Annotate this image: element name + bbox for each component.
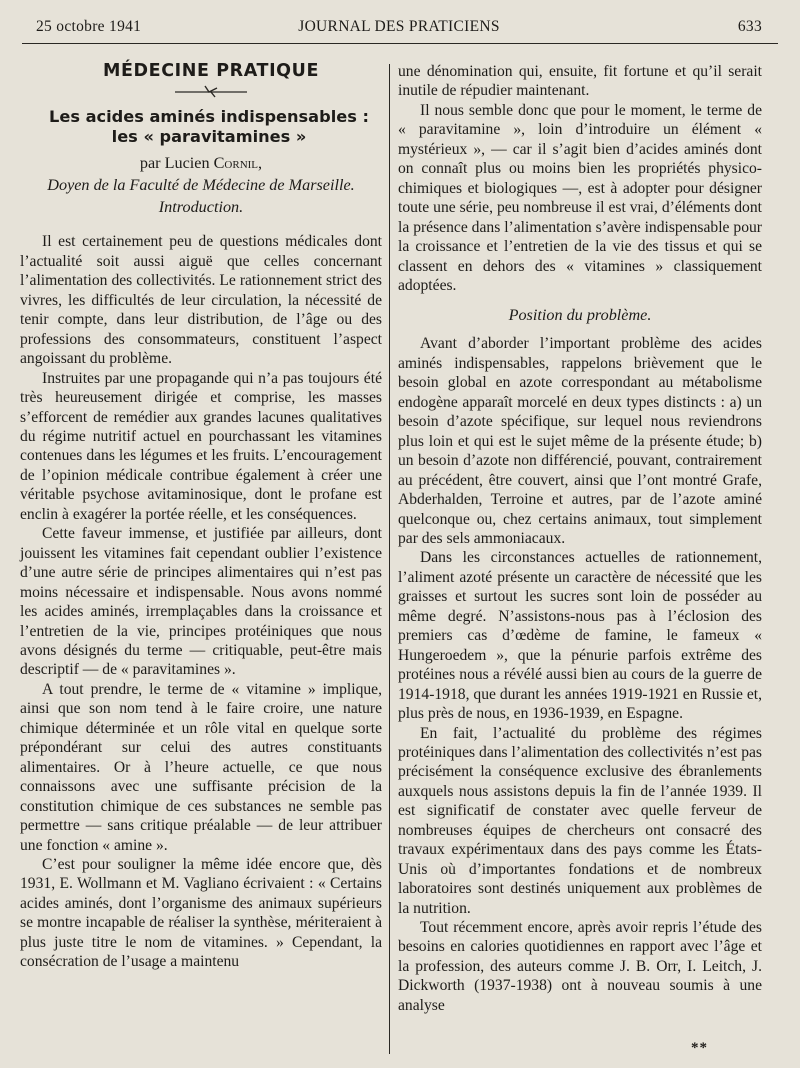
intro-heading: Introduction.: [158, 198, 244, 217]
paragraph: Cette faveur immense, et justifiée par ailleurs, dont jouissent les vitamines fait cependant oublier l’existence d’une autre série de principes alimentaires qui n’est pas moins nécessaire et indispensable. Nous avons nommé les acides aminés, irremplaçables dans la croissance et l’entretien de la vie, principes protéiniques que nous avons désignés du terme — critiquable, peut-être mais descriptif — de « paravitamines ».: [20, 525, 382, 679]
section-heading: Position du problème.: [508, 306, 652, 325]
issue-date: 25 octobre 1941: [36, 18, 142, 35]
paragraph: Avant d’aborder l’important problème des acides aminés indispensables, rappelons brièvement que le besoin global en azote correspondant au métabolisme endogène apparaît morcelé en deux types distincts : a) un besoin d’azote spécifique, sur lequel nous reviendrons plus loin et qui est le sujet même de la présente étude; b) un besoin d’azote non différencié, pouvant, contrairement au précédent, être couvert, ainsi que l’ont montré Grafe, Abderhalden, Terroine et autres, par de l’azote aminé quelconque ou, chez certains animaux, tout simplement par des sels ammoniacaux.: [398, 335, 762, 547]
header-rule: [22, 43, 778, 44]
page-number: 633: [737, 18, 762, 35]
right-body-top: [398, 62, 762, 295]
byline-prefix: par Lucien: [139, 154, 214, 173]
paragraph: Il nous semble donc que pour le moment, le terme de « paravitamine », loin d’introduire un élément « mystérieux », — car il s’agit bien d’acides aminés dont on connaît plus ou moins bien les propriétés physico-chimiques et biologiques —, est à adopter pour désigner toute une série, peu nombreuse il est vrai, d’éléments dont la présence dans l’alimentation s’avère indispensable pour la croissance et l’entretien de la vie des tissus et qui se classent en dehors des « vitamines » classiquement adoptées.: [398, 101, 762, 294]
author-surname: Cornil,: [213, 154, 263, 173]
paragraph: C’est pour souligner la même idée encore que, dès 1931, E. Wollmann et M. Vagliano écrivaient : « Certains acides aminés, dont l’organisme des animaux supérieurs se montre incapable de réaliser la synthèse, mériteraient à plus juste titre le nom de vitamines. » Cependant, la consécration de l’usage a maintenu: [20, 855, 382, 971]
paragraph: Instruites par une propagande qui n’a pas toujours été très heureusement dirigée et comprise, les masses s’efforcent de remédier aux grandes lacunes qualitatives du régime nutritif actuel en pourchassant les vitamines contenues dans les légumes et les fruits. L’encouragement de l’opinion médicale contribue également à créer une véritable psychose avitaminosique, dont le profane est enclin à exagérer la portée réelle, et les conséquences.: [20, 369, 382, 523]
section-title: MÉDECINE PRATIQUE: [102, 61, 320, 81]
running-header: [36, 18, 762, 40]
article-title: [36, 107, 382, 147]
article-title-line-2: les « paravitamines »: [111, 127, 307, 147]
signature-mark: **: [691, 1040, 708, 1056]
paragraph: une dénomination qui, ensuite, fit fortune et qu’il serait inutile de répudier maintenant.: [398, 63, 762, 100]
article-title-line-1: Les acides aminés indispensables :: [49, 107, 369, 127]
right-column: [398, 62, 762, 1015]
paragraph: En fait, l’actualité du problème des régimes protéiniques dans l’alimentation des collectivités n’est pas précisément la conséquence exclusive des ébranlements auxquels nous assistons depuis la fin de l’année 1939. Il est significatif de constater avec quelle ferveur de nombreuses équipes de chercheurs ont consacré des travaux expérimentaux dans des pays comme les États-Unis où d’importantes fondations et de nombreux laboratoires sont destinés uniquement aux problèmes de la nutrition.: [398, 724, 762, 917]
right-body-bottom: [398, 334, 762, 1015]
left-column: [20, 62, 382, 972]
paragraph: A tout prendre, le terme de « vitamine » implique, ainsi que son nom tend à le faire croire, une nature chimique déterminée et un rôle vital en quelque sorte prépondérant sur celui des autres constituants alimentaires. Or à l’heure actuelle, ce que nous connaissons avec une suffisante précision de la constitution chimique de ces substances ne semble pas permettre — sans critique préalable — de leur attribuer une fonction « amine ».: [20, 680, 382, 854]
author-affiliation: Doyen de la Faculté de Médecine de Marseille.: [47, 175, 355, 194]
paragraph: Il est certainement peu de questions médicales dont l’actualité soit aussi aiguë que celles concernant l’alimentation des collectivités. Le rationnement strict des vivres, les difficultés de leur circulation, la nécessité de tenir compte, dans leur distribution, de l’âge ou des professions des consommateurs, constituent l’aspect angoissant du problème.: [20, 233, 382, 368]
ornament-divider: [40, 83, 382, 101]
paragraph: Tout récemment encore, après avoir repris l’étude des besoins en calories quotidiennes en rapport avec l’âge et la profession, des auteurs comme J. B. Orr, I. Leitch, J. Dickworth (1937-1938) ont à nouveau soumis à une analyse: [398, 919, 762, 1014]
column-rule: [389, 64, 390, 1054]
left-body: [20, 232, 382, 971]
byline: [20, 153, 382, 175]
journal-title: JOURNAL DES PRATICIENS: [298, 18, 500, 35]
paragraph: Dans les circonstances actuelles de rationnement, l’aliment azoté présente un caractère de nécessité que les graisses et surtout les sucres sont loin de posséder au même degré. N’assistons-nous pas à l’éclosion des premiers cas d’œdème de famine, le fameux « Hungeroedem », que la pénurie parfois extrême des protéines nous a révélé aussi bien au cours de la guerre de 1914-1918, que durant les années 1919-1921 en Russie et, plus près de nous, en 1936-1939, en Espagne.: [398, 549, 762, 723]
